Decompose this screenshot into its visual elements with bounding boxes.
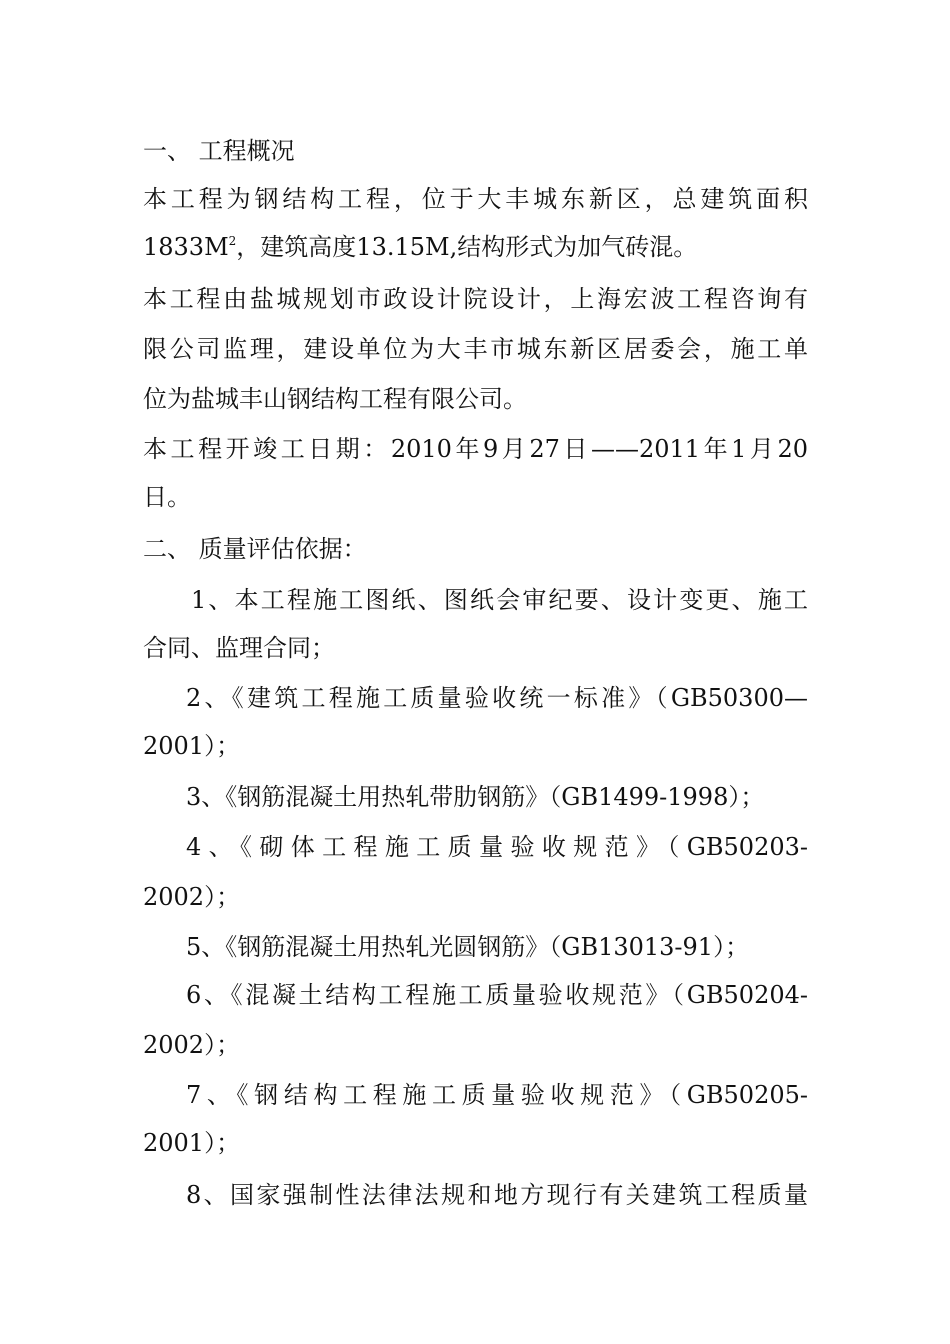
- area-value: 1833M: [143, 233, 229, 261]
- parties-paragraph-line: 本工程由盐城规划市政设计院设计，上海宏波工程咨询有: [143, 285, 808, 313]
- parties-paragraph-line: 位为盐城丰山钢结构工程有限公司。: [143, 385, 527, 413]
- basis-item-line: 7、《钢结构工程施工质量验收规范》（GB50205-: [186, 1081, 808, 1109]
- dates-paragraph-line: 本工程开竣工日期：2010年9月27日——2011年1月20: [143, 435, 808, 463]
- basis-item-line: 2002）；: [143, 1031, 241, 1059]
- parties-paragraph-line: 限公司监理，建设单位为大丰市城东新区居委会，施工单: [143, 335, 808, 363]
- basis-item-line: 6、《混凝土结构工程施工质量验收规范》（GB50204-: [186, 981, 808, 1009]
- overview-paragraph-text: ，建筑高度13.15M,结构形式为加气砖混。: [236, 233, 698, 261]
- overview-paragraph-line: [143, 227, 808, 267]
- basis-item-line: 1、本工程施工图纸、图纸会审纪要、设计变更、施工: [191, 586, 808, 614]
- basis-item-line: 8、国家强制性法律法规和地方现行有关建筑工程质量: [186, 1181, 808, 1209]
- area-unit-superscript: 2: [228, 234, 237, 248]
- basis-item-line: 5、《钢筋混凝土用热轧光圆钢筋》（GB13013-91）；: [186, 933, 750, 961]
- basis-item-line: 2、《建筑工程施工质量验收统一标准》（GB50300—: [186, 684, 808, 712]
- dates-paragraph-line: 日。: [143, 483, 191, 511]
- basis-item-line: 2001）；: [143, 1129, 241, 1157]
- section-heading-overview: 一、 工程概况: [143, 137, 295, 165]
- basis-item-line: 合同、监理合同；: [143, 634, 335, 662]
- basis-item-line: 3、《钢筋混凝土用热轧带肋钢筋》（GB1499-1998）；: [186, 783, 765, 811]
- overview-paragraph-line: 本工程为钢结构工程，位于大丰城东新区，总建筑面积: [143, 185, 808, 213]
- basis-item-line: 2001）；: [143, 732, 241, 760]
- section-heading-quality-basis: 二、 质量评估依据：: [143, 535, 367, 563]
- basis-item-line: 2002）；: [143, 883, 241, 911]
- basis-item-line: 4、《砌体工程施工质量验收规范》（GB50203-: [186, 833, 808, 861]
